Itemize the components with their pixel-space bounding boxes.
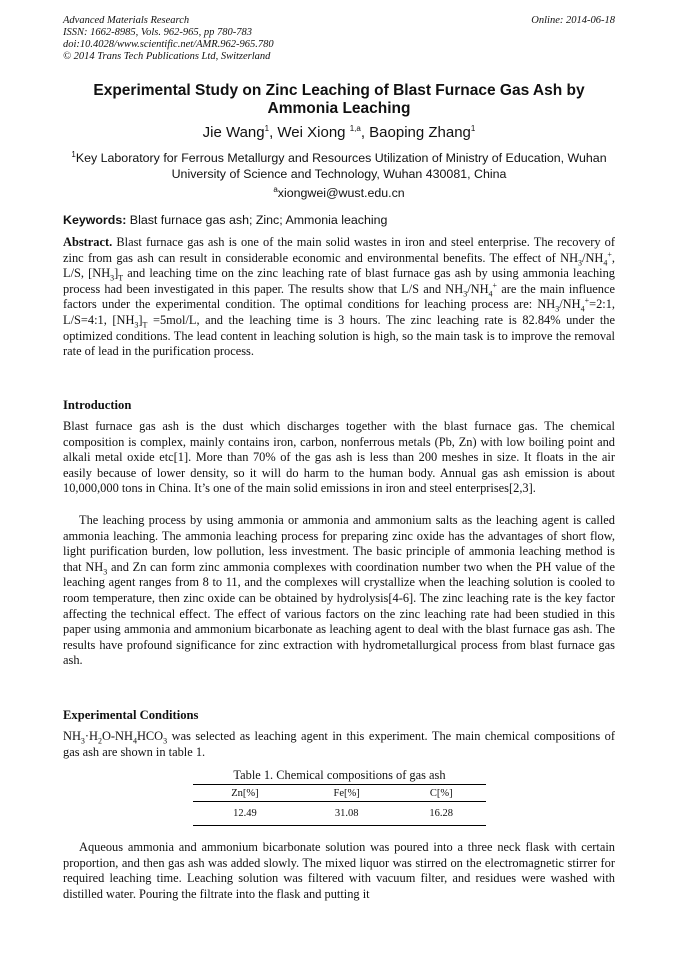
issn-line: ISSN: 1662-8985, Vols. 962-965, pp 780-783 bbox=[63, 27, 252, 38]
abstract-label: Abstract. bbox=[63, 235, 113, 249]
author-name: Wei Xiong bbox=[277, 124, 346, 141]
author-superscript: 1 bbox=[470, 124, 476, 133]
section-heading-introduction: Introduction bbox=[63, 398, 132, 412]
author-email bbox=[63, 186, 615, 200]
doi-line: doi:10.4028/www.scientific.net/AMR.962-965.780 bbox=[63, 39, 274, 50]
copyright-line: © 2014 Trans Tech Publications Ltd, Switzerland bbox=[63, 51, 271, 62]
keywords-label: Keywords: bbox=[63, 213, 127, 227]
affiliation bbox=[63, 150, 615, 182]
affiliation-text: Key Laboratory for Ferrous Metallurgy and Resources Utilization of Ministry of Education, Wuhan University of Science and Technology, Wuhan 430081, China bbox=[75, 151, 607, 181]
journal-name: Advanced Materials Research bbox=[63, 15, 190, 26]
journal-metadata bbox=[63, 15, 274, 63]
table-caption: Table 1. Chemical compositions of gas ash bbox=[233, 768, 446, 782]
email-superscript: a bbox=[273, 184, 278, 194]
online-date: Online: 2014-06-18 bbox=[531, 15, 615, 26]
section-heading-experimental: Experimental Conditions bbox=[63, 708, 199, 722]
author-name: Baoping Zhang bbox=[369, 124, 471, 141]
experimental-paragraph-2: Aqueous ammonia and ammonium bicarbonate solution was poured into a three neck flask with certain proportion, and then gas ash was added slowly. The mixed liquor was stirred on the electromagnetic stirrer for required leaching time. Leaching solution was filtered with vacuum filter, and residues were washed with distilled water. Pouring the filtrate into the flask and putting it bbox=[63, 840, 615, 901]
paper-title: Experimental Study on Zinc Leaching of Blast Furnace Gas Ash by Ammonia Leaching bbox=[93, 82, 585, 117]
table-header-row bbox=[193, 785, 486, 802]
table-header-cell: Zn[%] bbox=[231, 787, 259, 799]
intro-paragraph-2: The leaching process by using ammonia or ammonia and ammonium salts as the leaching agent is called ammonia leaching. The ammonia leaching process for preparing zinc oxide has the advantages of short flow, light purification burden, low pollution, less investment. The basic principle of ammonia leaching method is that $NH_3$ and Zn can form zinc ammonia complexes with coordination number two when the PH value of the leaching agent ranges from 8 to 11, and the complexes will crystallize when the leaching solution is cooled to room temperature, then zinc oxide can be obtained by hydrolysis[4-6]. The zinc leaching rate is the key factor affecting the technical effect. The effect of various factors on the zinc leaching rate had been studied in this paper using ammonia and ammonium bicarbonate as leaching agent to deal with the blast furnace gas ash. The results have profound significance for zinc extraction with hydrometallurgical process from blast furnace gas ash. bbox=[63, 513, 616, 668]
table-cell: 16.28 bbox=[429, 808, 454, 819]
table-1 bbox=[193, 768, 486, 826]
keywords-text: Blast furnace gas ash; Zinc; Ammonia leaching bbox=[126, 213, 388, 227]
author-list: Jie Wang$^1$, Wei Xiong $^{1,a}$, Baoping Zhang$^1$ bbox=[202, 124, 476, 141]
composition-table bbox=[193, 784, 486, 826]
intro-paragraph-1: Blast furnace gas ash is the dust which discharges together with the blast furnace gas. The chemical composition is complex, mainly contains iron, carbon, nonferrous metals (Pb, Zn) with low boiling point and alkali metal oxide etc[1]. More than 70% of the gas ash is less than 200 meshes in size. It floats in the air easily because of lower density, so it will do harm to the human body. Annual gas ash emission is about 10,000,000 tons in China. It’s one of the main solid emissions in iron and steel enterprises[2,3]. bbox=[63, 419, 615, 496]
affiliation-superscript: 1 bbox=[71, 149, 76, 159]
email-text: xiongwei@wust.edu.cn bbox=[277, 186, 405, 200]
table-header-cell: Fe[%] bbox=[333, 787, 360, 799]
author-name: Jie Wang bbox=[202, 124, 265, 141]
experimental-paragraph-1: $NH_3\cdot H_2O-NH_4HCO_3$ was selected as leaching agent in this experiment. The main chemical compositions of gas ash are shown in table 1. bbox=[63, 729, 615, 759]
table-row bbox=[193, 802, 486, 826]
table-header-cell: C[%] bbox=[429, 787, 453, 799]
abstract: Abstract. Blast furnace gas ash is one of the main solid wastes in iron and steel enterprise. The recovery of zinc from gas ash can result in considerable economic and environmental benefits. The effect of $NH_3/NH_4^+$, L/S, $[NH_3]_T$ and leaching time on the zinc leaching rate of blast furnace gas ash by using ammonia leaching process had been investigated in this paper. The results show that L/S and $NH_3/NH_4^+$ are the main influence factors under the experimental condition. The optimal conditions for leaching process are: $NH_3/NH_4^+=2:1$, L/S=4:1, $[NH_3]_T =5mol/L$, and the leaching time is 3 hours. The zinc leaching rate is 82.84% under the optimized conditions. The lead content in leaching solution is high, so the main task is to improve the removal rate of lead in the purification process. bbox=[63, 235, 616, 359]
author-superscript: 1 bbox=[264, 124, 270, 133]
table-cell: 12.49 bbox=[233, 808, 257, 819]
author-superscript: 1,a bbox=[349, 124, 361, 133]
table-cell: 31.08 bbox=[334, 808, 359, 819]
keywords bbox=[63, 213, 387, 227]
